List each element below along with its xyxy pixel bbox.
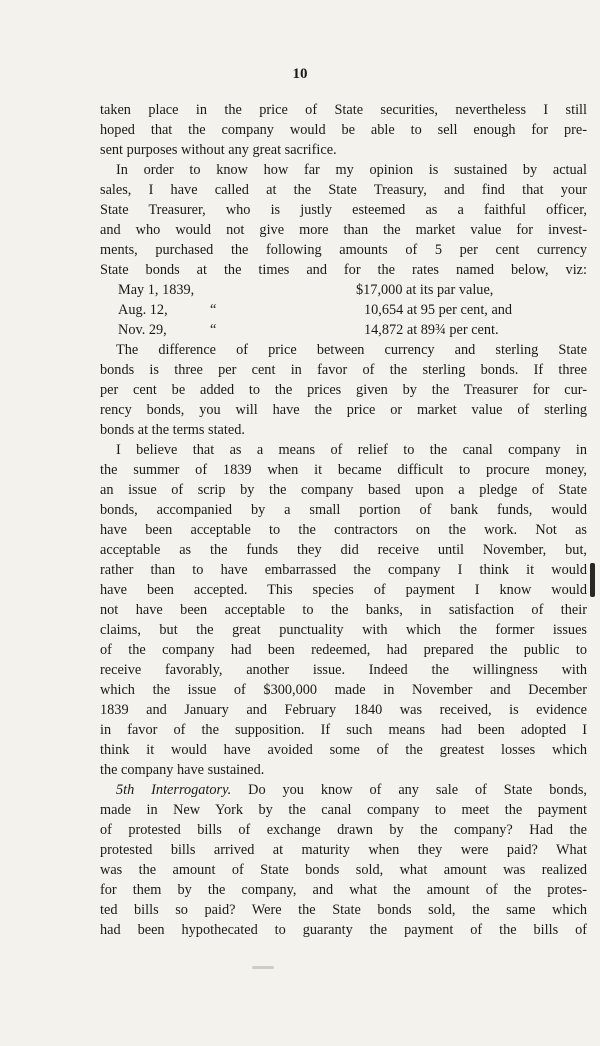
text-line: think it would have avoided some of the greatest losses which <box>100 742 587 758</box>
text-line: have been accepted. This species of payment I know would <box>100 582 587 598</box>
text-line: the company have sustained. <box>100 762 265 778</box>
purchase-row <box>100 320 587 340</box>
purchase-amount: $17,000 at its par value, <box>356 282 494 298</box>
text-line: The difference of price between currency and sterling State <box>116 342 587 358</box>
interrogatory-text: Do you know of any sale of State bonds, <box>231 782 587 798</box>
text-line: taken place in the price of State securities, nevertheless I still <box>100 102 587 118</box>
ditto-mark: “ <box>210 322 217 338</box>
ditto-mark: “ <box>210 302 217 318</box>
purchase-date: Aug. 12, <box>118 302 168 318</box>
text-line: in favor of the supposition. If such means had been adopted I <box>100 722 587 738</box>
text-line: sales, I have called at the State Treasury, and find that your <box>100 182 587 198</box>
text-line: receive favorably, another issue. Indeed the willingness with <box>100 662 587 678</box>
text-line: of the company had been redeemed, had prepared the public to <box>100 642 587 658</box>
interrogatory-label: 5th Interrogatory. <box>116 782 232 798</box>
text-line: for them by the company, and what the amount of the protes- <box>100 882 587 898</box>
text-line: was the amount of State bonds sold, what amount was realized <box>100 862 587 878</box>
text-line: acceptable as the funds they did receive until November, but, <box>100 542 587 558</box>
text-line: had been hypothecated to guaranty the payment of the bills of <box>100 922 587 938</box>
text-line: an issue of scrip by the company based upon a pledge of State <box>100 482 587 498</box>
text-line: rather than to have embarrassed the company I think it would <box>100 562 587 578</box>
text-line: hoped that the company would be able to sell enough for pre- <box>100 122 587 138</box>
text-line: In order to know how far my opinion is sustained by actual <box>116 162 587 178</box>
text-line: State Treasurer, who is justly esteemed as a faithful officer, <box>100 202 587 218</box>
purchase-amount: 14,872 at 89¾ per cent. <box>364 322 499 338</box>
text-line: which the issue of $300,000 made in November and December <box>100 682 587 698</box>
paper-smudge <box>252 966 274 969</box>
text-line: bonds, accompanied by a small portion of bank funds, would <box>100 502 587 518</box>
purchase-date: May 1, 1839, <box>118 282 195 298</box>
purchase-row <box>100 300 587 320</box>
purchase-row <box>100 280 587 300</box>
text-line: made in New York by the canal company to meet the payment <box>100 802 587 818</box>
text-line: State bonds at the times and for the rates named below, viz: <box>100 262 587 278</box>
text-line: rency bonds, you will have the price or market value of sterling <box>100 402 587 418</box>
text-line: ments, purchased the following amounts of 5 per cent currency <box>100 242 587 258</box>
body-text <box>100 100 587 940</box>
margin-ink-mark <box>590 563 595 597</box>
text-line: sent purposes without any great sacrifice. <box>100 142 337 158</box>
interrogatory-line <box>100 780 587 800</box>
text-line: I believe that as a means of relief to the canal company in <box>116 442 587 458</box>
ditto-mark <box>210 280 356 300</box>
text-line: ted bills so paid? Were the State bonds sold, the same which <box>100 902 587 918</box>
text-line: of protested bills of exchange drawn by the company? Had the <box>100 822 587 838</box>
text-line: claims, but the great punctuality with which the former issues <box>100 622 587 638</box>
text-line: 1839 and January and February 1840 was received, is evidence <box>100 702 587 718</box>
purchase-date: Nov. 29, <box>118 322 167 338</box>
text-line: bonds at the terms stated. <box>100 422 245 438</box>
text-line: bonds is three per cent in favor of the sterling bonds. If three <box>100 362 587 378</box>
text-line: protested bills arrived at maturity when they were paid? What <box>100 842 587 858</box>
text-line: have been acceptable to the contractors on the work. Not as <box>100 522 587 538</box>
page-number: 10 <box>292 66 308 82</box>
text-line: and who would not give more than the market value for invest- <box>100 222 587 238</box>
text-line: the summer of 1839 when it became difficult to procure money, <box>100 462 587 478</box>
text-line: per cent be added to the prices given by the Treasurer for cur- <box>100 382 587 398</box>
purchase-amount: 10,654 at 95 per cent, and <box>364 302 513 318</box>
text-line: not have been acceptable to the banks, in satisfaction of their <box>100 602 587 618</box>
